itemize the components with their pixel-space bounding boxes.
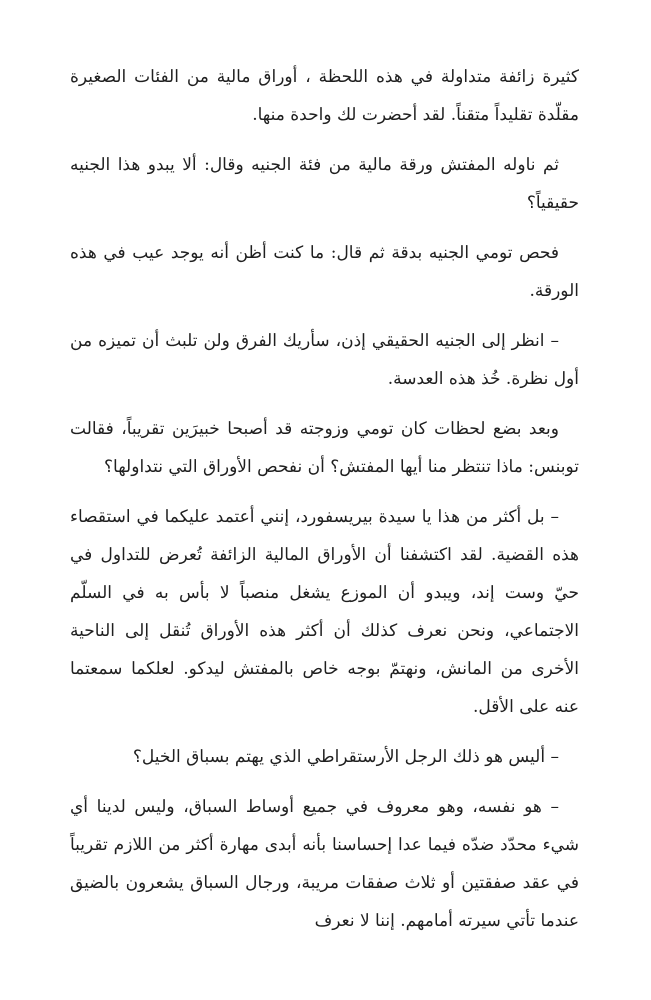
paragraph-5: وبعد بضع لحظات كان تومي وزوجته قد أصبحا خبيرَين تقريباً، فقالت توبنس: ماذا تنتظر منا أيها المفتش؟ أن نفحص الأوراق التي نتداولها؟ bbox=[70, 419, 579, 477]
paragraph-1: كثيرة زائفة متداولة في هذه اللحظة ، أوراق مالية من الفئات الصغيرة مقلّدة تقليداً متقناً. لقد أحضرت لك واحدة منها. bbox=[70, 67, 579, 125]
paragraph-4: – انظر إلى الجنيه الحقيقي إذن، سأريك الفرق ولن تلبث أن تميزه من أول نظرة. خُذ هذه العدسة. bbox=[70, 331, 579, 389]
paragraph-8: – هو نفسه، وهو معروف في جميع أوساط السباق، وليس لدينا أي شيء محدّد ضدّه فيما عدا إحساسنا بأنه أبدى مهارة أكثر من اللازم تقريباً في عقد صفقتين أو ثلاث صفقات مريبة، ورجال السباق يشعرون بالضيق عندما تأتي سيرته أمامهم. إننا لا نعرف bbox=[70, 797, 579, 931]
paragraph-6: – بل أكثر من هذا يا سيدة بيريسفورد، إنني أعتمد عليكما في استقصاء هذه القضية. لقد اكتشفنا أن الأوراق المالية الزائفة تُعرض للتداول في حيّ وست إند، ويبدو أن الموزع يشغل منصباً لا بأس به في السلّم الاجتماعي، ونحن نعرف كذلك أن أكثر هذه الأوراق تُنقل إلى الناحية الأخرى من المانش، ونهتمّ بوجه خاص بالمفتش ليدكو. لعلكما سمعتما عنه على الأقل. bbox=[70, 507, 579, 717]
paragraph-7: – أليس هو ذلك الرجل الأرستقراطي الذي يهتم بسباق الخيل؟ bbox=[132, 747, 559, 767]
page-text bbox=[70, 58, 579, 952]
paragraph-3: فحص تومي الجنيه بدقة ثم قال: ما كنت أظن أنه يوجد عيب في هذه الورقة. bbox=[70, 243, 579, 301]
paragraph-2: ثم ناوله المفتش ورقة مالية من فئة الجنيه وقال: ألا يبدو هذا الجنيه حقيقياً؟ bbox=[70, 155, 579, 213]
